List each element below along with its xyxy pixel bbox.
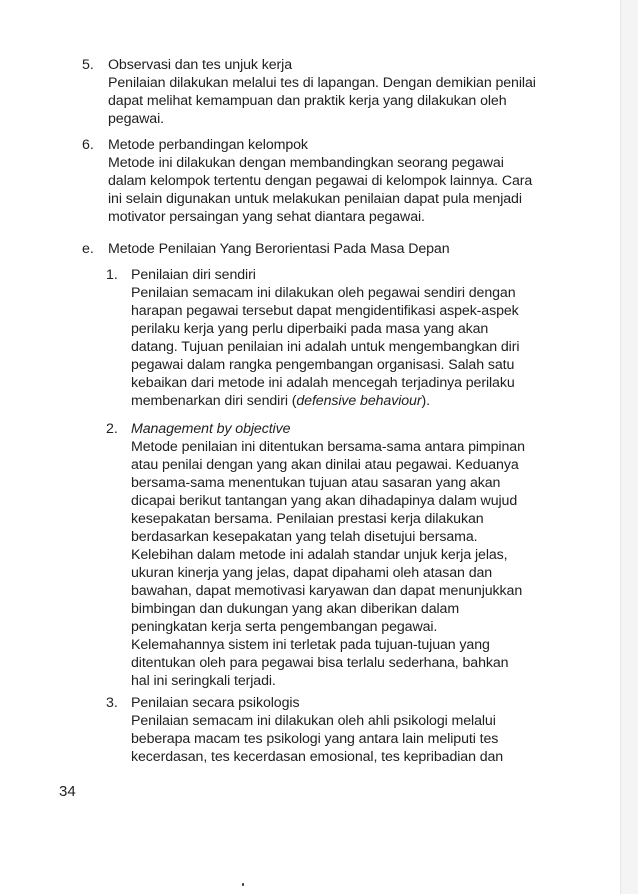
page-number: 34 — [59, 783, 76, 800]
subitem-2-line-4: dicapai berikut tantangan yang akan dihadapinya dalam wujud — [131, 493, 518, 509]
item-6-line-1: Metode ini dilakukan dengan membandingkan seorang pegawai — [108, 155, 504, 171]
scan-edge — [620, 0, 638, 894]
subitem-2-number: 2. — [106, 421, 118, 437]
subitem-1-line-7-prefix: membenarkan diri sendiri ( — [131, 393, 297, 409]
subitem-3-title: Penilaian secara psikologis — [131, 695, 300, 711]
subitem-2-title: Management by objective — [131, 421, 291, 437]
subitem-1-line-2: harapan pegawai tersebut dapat mengidentifikasi aspek-aspek — [131, 303, 519, 319]
subitem-1-line-7 — [131, 392, 430, 410]
item-6-line-2: dalam kelompok tertentu dengan pegawai di kelompok lainnya. Cara — [108, 173, 533, 189]
item-5-line-1: Penilaian dilakukan melalui tes di lapangan. Dengan demikian penilai — [108, 75, 536, 91]
subitem-2-line-6: berdasarkan kesepakatan yang telah disetujui bersama. — [131, 529, 478, 545]
subitem-3-line-3: kecerdasan, tes kecerdasan emosional, tes kepribadian dan — [131, 749, 504, 765]
item-6-line-4: motivator persaingan yang sehat diantara pegawai. — [108, 209, 425, 225]
subitem-3-number: 3. — [106, 695, 118, 711]
subitem-3-line-1: Penilaian semacam ini dilakukan oleh ahli psikologi melalui — [131, 713, 496, 729]
subitem-2-line-9: bawahan, dapat memotivasi karyawan dan dapat menunjukkan — [131, 583, 523, 599]
scan-speck — [242, 883, 244, 886]
item-6-line-3: ini selain digunakan untuk melakukan penilaian dapat pula menjadi — [108, 191, 522, 207]
subitem-2-line-13: ditentukan oleh para pegawai bisa terlalu sederhana, bahkan — [131, 655, 509, 671]
subitem-2-line-8: ukuran kinerja yang jelas, dapat dipahami oleh atasan dan — [131, 565, 493, 581]
item-5-line-3: pegawai. — [108, 111, 164, 127]
section-e-title: Metode Penilaian Yang Berorientasi Pada Masa Depan — [108, 241, 450, 257]
subitem-2-line-12: Kelemahannya sistem ini terletak pada tujuan-tujuan yang — [131, 637, 490, 653]
section-e-letter: e. — [82, 241, 94, 257]
subitem-2-line-14: hal ini seringkali terjadi. — [131, 673, 276, 689]
item-5-title: Observasi dan tes unjuk kerja — [108, 57, 292, 73]
subitem-2-line-11: peningkatan kerja serta pengembangan pegawai. — [131, 619, 438, 635]
subitem-1-title: Penilaian diri sendiri — [131, 267, 256, 283]
subitem-2-line-3: bersama-sama menentukan tujuan atau sasaran yang akan — [131, 475, 501, 491]
subitem-2-line-2: atau penilai dengan yang akan dinilai atau pegawai. Keduanya — [131, 457, 519, 473]
subitem-1-italic-term: defensive behaviour — [296, 393, 422, 409]
subitem-2-line-1: Metode penilaian ini ditentukan bersama-sama antara pimpinan — [131, 439, 525, 455]
subitem-2-line-7: Kelebihan dalam metode ini adalah standar unjuk kerja jelas, — [131, 547, 508, 563]
subitem-1-line-5: pegawai dalam rangka pengembangan organisasi. Salah satu — [131, 357, 515, 373]
subitem-3-line-2: beberapa macam tes psikologi yang antara lain meliputi tes — [131, 731, 499, 747]
subitem-1-line-3: perilaku kerja yang perlu diperbaiki pada masa yang akan — [131, 321, 489, 337]
subitem-1-line-4: datang. Tujuan penilaian ini adalah untuk mengembangkan diri — [131, 339, 520, 355]
item-6-title: Metode perbandingan kelompok — [108, 137, 308, 153]
item-5-number: 5. — [82, 57, 94, 73]
subitem-1-number: 1. — [106, 267, 118, 283]
subitem-1-line-1: Penilaian semacam ini dilakukan oleh pegawai sendiri dengan — [131, 285, 516, 301]
subitem-2-line-5: kesepakatan bersama. Penilaian prestasi kerja dilakukan — [131, 511, 484, 527]
subitem-2-line-10: bimbingan dan dukungan yang akan diberikan dalam — [131, 601, 460, 617]
item-5-line-2: dapat melihat kemampuan dan praktik kerja yang dilakukan oleh — [108, 93, 507, 109]
subitem-1-line-7-suffix: ). — [421, 393, 430, 409]
item-6-number: 6. — [82, 137, 94, 153]
subitem-1-line-6: kebaikan dari metode ini adalah mencegah terjadinya perilaku — [131, 375, 515, 391]
